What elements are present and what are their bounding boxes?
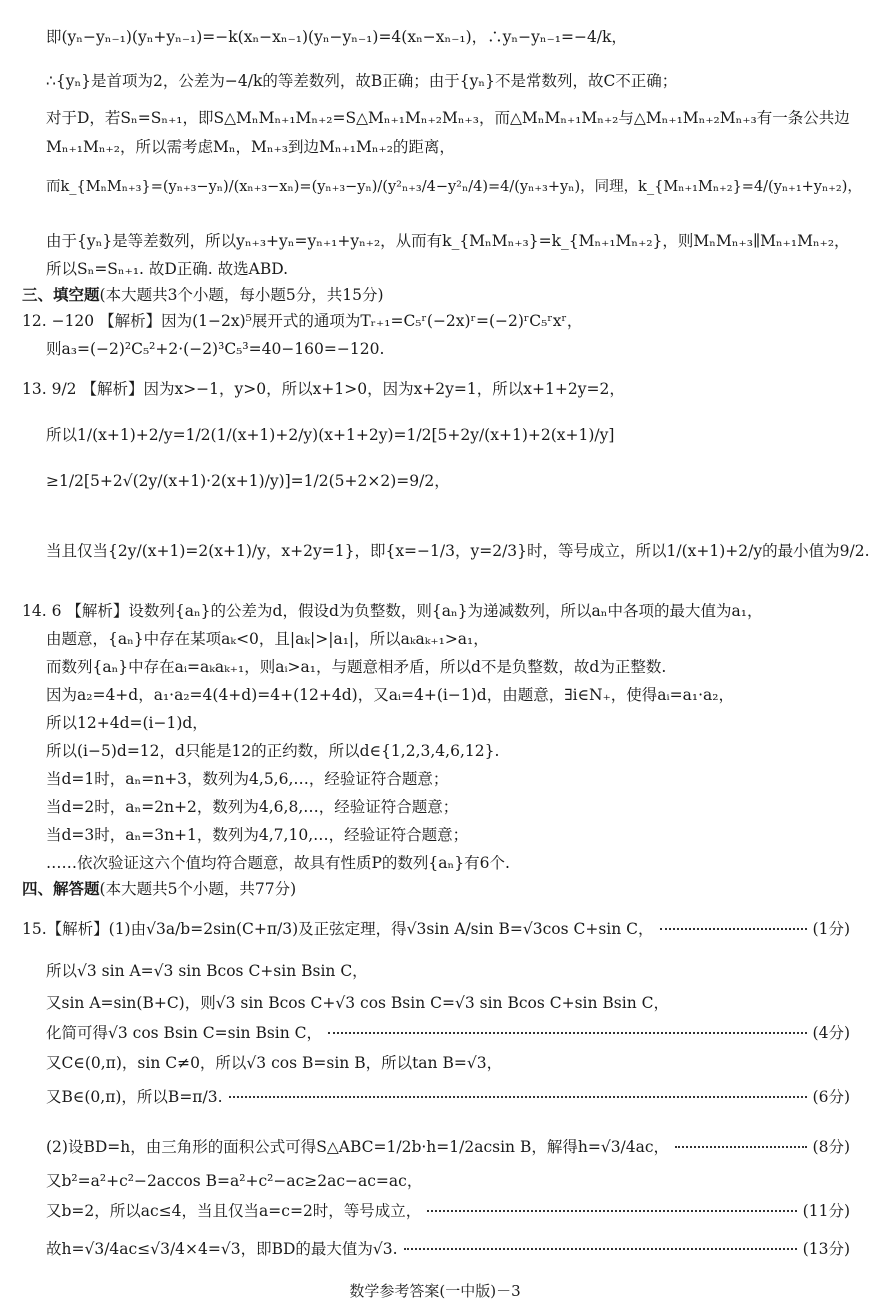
section-title: 四、解答题 <box>22 879 100 898</box>
section-title: 三、填空题 <box>22 285 100 304</box>
scored-line <box>0 1086 870 1108</box>
text-line: 因为a₂=4+d，a₁·a₂=4(4+d)=4+(12+4d)，又aᵢ=4+(i−1)d，由题意，∃i∈N₊，使得aᵢ=a₁·a₂， <box>46 686 734 704</box>
text-line: 而k_{MₙMₙ₊₃}=(yₙ₊₃−yₙ)/(xₙ₊₃−xₙ)=(yₙ₊₃−yₙ)/(y²ₙ₊₃/4−y²ₙ/4)=4/(yₙ₊₃+yₙ)，同理，k_{Mₙ₊₁Mₙ₊₂}=4/(yₙ₊₁+yₙ₊₂)， <box>46 179 862 195</box>
score-label: (11分) <box>802 1202 850 1220</box>
text-line: Mₙ₊₁Mₙ₊₂，所以需考虑Mₙ，Mₙ₊₃到边Mₙ₊₁Mₙ₊₂的距离， <box>46 138 455 156</box>
text-line: 又sin A=sin(B+C)，则√3 sin Bcos C+√3 cos Bsin C=√3 sin Bcos C+sin Bsin C， <box>46 994 669 1012</box>
text-line: ……依次验证这六个值均符合题意，故具有性质P的数列{aₙ}有6个. <box>46 854 510 872</box>
text-line: (2)设BD=h，由三角形的面积公式可得S△ABC=1/2b·h=1/2acsin B，解得h=√3/4ac， <box>46 1138 670 1156</box>
section-desc: (本大题共3个小题，每小题5分，共15分) <box>99 286 384 304</box>
leader-dots <box>404 1247 797 1250</box>
text-line: 当d=3时，aₙ=3n+1，数列为4,7,10,…，经验证符合题意； <box>46 826 469 844</box>
leader-dots <box>660 927 807 930</box>
page-footer: 数学参考答案(一中版)－3 <box>349 1282 521 1300</box>
section-desc: (本大题共5个小题，共77分) <box>99 880 297 898</box>
scored-line <box>0 1022 870 1044</box>
text-line: 又b=2，所以ac≤4，当且仅当a=c=2时，等号成立， <box>46 1202 422 1220</box>
leader-dots <box>675 1145 806 1148</box>
text-line: 由题意，{aₙ}中存在某项aₖ<0，且|aₖ|>|a₁|，所以aₖaₖ₊₁>a₁， <box>46 630 489 648</box>
text-line: ∴{yₙ}是首项为2，公差为−4/k的等差数列，故B正确；由于{yₙ}不是常数列，故C不正确； <box>46 72 678 90</box>
score-label: (13分) <box>802 1240 850 1258</box>
text-line: 15.【解析】(1)由√3a/b=2sin(C+π/3)及正弦定理，得√3sin A/sin B=√3cos C+sin C， <box>22 920 654 938</box>
text-line: 由于{yₙ}是等差数列，所以yₙ₊₃+yₙ=yₙ₊₁+yₙ₊₂，从而有k_{MₙMₙ₊₃}=k_{Mₙ₊₁Mₙ₊₂}，则MₙMₙ₊₃∥Mₙ₊₁Mₙ₊₂， <box>46 232 850 250</box>
question-12: 12. −120 【解析】因为(1−2x)⁵展开式的通项为Tᵣ₊₁=C₅ʳ(−2x)ʳ=(−2)ʳC₅ʳxʳ， <box>22 312 583 330</box>
text-line: 当d=1时，aₙ=n+3，数列为4,5,6,…，经验证符合题意； <box>46 770 449 788</box>
text-line: 即(yₙ−yₙ₋₁)(yₙ+yₙ₋₁)=−k(xₙ−xₙ₋₁)(yₙ−yₙ₋₁)=4(xₙ−xₙ₋₁)，∴yₙ−yₙ₋₁=−4/k， <box>46 28 627 46</box>
text-line: 又B∈(0,π)，所以B=π/3. <box>46 1088 223 1106</box>
question-15-line <box>0 918 870 940</box>
text-line: 化简可得√3 cos Bsin C=sin Bsin C， <box>46 1024 323 1042</box>
text-line: 而数列{aₙ}中存在aᵢ=aₖaₖ₊₁，则aᵢ>a₁，与题意相矛盾，所以d不是负整数，故d为正整数. <box>46 658 667 676</box>
scored-line <box>0 1136 870 1158</box>
question-13: 13. 9/2 【解析】因为x>−1，y>0，所以x+1>0，因为x+2y=1，所以x+1+2y=2， <box>22 380 625 398</box>
text-line: 故h=√3/4ac≤√3/4×4=√3，即BD的最大值为√3. <box>46 1240 398 1258</box>
score-label: (8分) <box>812 1138 850 1156</box>
math-line: 当且仅当{2y/(x+1)=2(x+1)/y，x+2y=1}，即{x=−1/3，y=2/3}时，等号成立，所以1/(x+1)+2/y的最小值为9/2. <box>46 542 870 560</box>
text-line: 所以12+4d=(i−1)d， <box>46 714 208 732</box>
section-heading-fill-in <box>0 284 870 306</box>
math-line: 所以1/(x+1)+2/y=1/2(1/(x+1)+2/y)(x+1+2y)=1/2[5+2y/(x+1)+2(x+1)/y] <box>46 426 615 444</box>
score-label: (6分) <box>812 1088 850 1106</box>
text-line: 对于D，若Sₙ=Sₙ₊₁，即S△MₙMₙ₊₁Mₙ₊₂=S△Mₙ₊₁Mₙ₊₂Mₙ₊₃，而△MₙMₙ₊₁Mₙ₊₂与△Mₙ₊₁Mₙ₊₂Mₙ₊₃有一条公共边 <box>46 109 850 127</box>
text-line: 所以Sₙ=Sₙ₊₁. 故D正确. 故选ABD. <box>46 260 289 278</box>
leader-dots <box>427 1209 796 1212</box>
scored-line <box>0 1238 870 1260</box>
leader-dots <box>229 1095 807 1098</box>
text-line: 所以√3 sin A=√3 sin Bcos C+sin Bsin C， <box>46 962 368 980</box>
text-line: 当d=2时，aₙ=2n+2，数列为4,6,8,…，经验证符合题意； <box>46 798 459 816</box>
leader-dots <box>328 1031 807 1034</box>
score-label: (1分) <box>812 920 850 938</box>
scored-line <box>0 1200 870 1222</box>
score-label: (4分) <box>812 1024 850 1042</box>
text-line: 又b²=a²+c²−2accos B=a²+c²−ac≥2ac−ac=ac， <box>46 1172 423 1190</box>
text-line: 又C∈(0,π)，sin C≠0，所以√3 cos B=sin B，所以tan B=√3， <box>46 1054 503 1072</box>
section-heading-answer <box>0 878 870 900</box>
math-line: ≥1/2[5+2√(2y/(x+1)·2(x+1)/y)]=1/2(5+2×2)=9/2， <box>46 472 450 490</box>
text-line: 所以(i−5)d=12，d只能是12的正约数，所以d∈{1,2,3,4,6,12}. <box>46 742 500 760</box>
text-line: 则a₃=(−2)²C₅²+2·(−2)³C₅³=40−160=−120. <box>46 340 385 358</box>
question-14: 14. 6 【解析】设数列{aₙ}的公差为d，假设d为负整数，则{aₙ}为递减数列，所以aₙ中各项的最大值为a₁， <box>22 602 763 620</box>
